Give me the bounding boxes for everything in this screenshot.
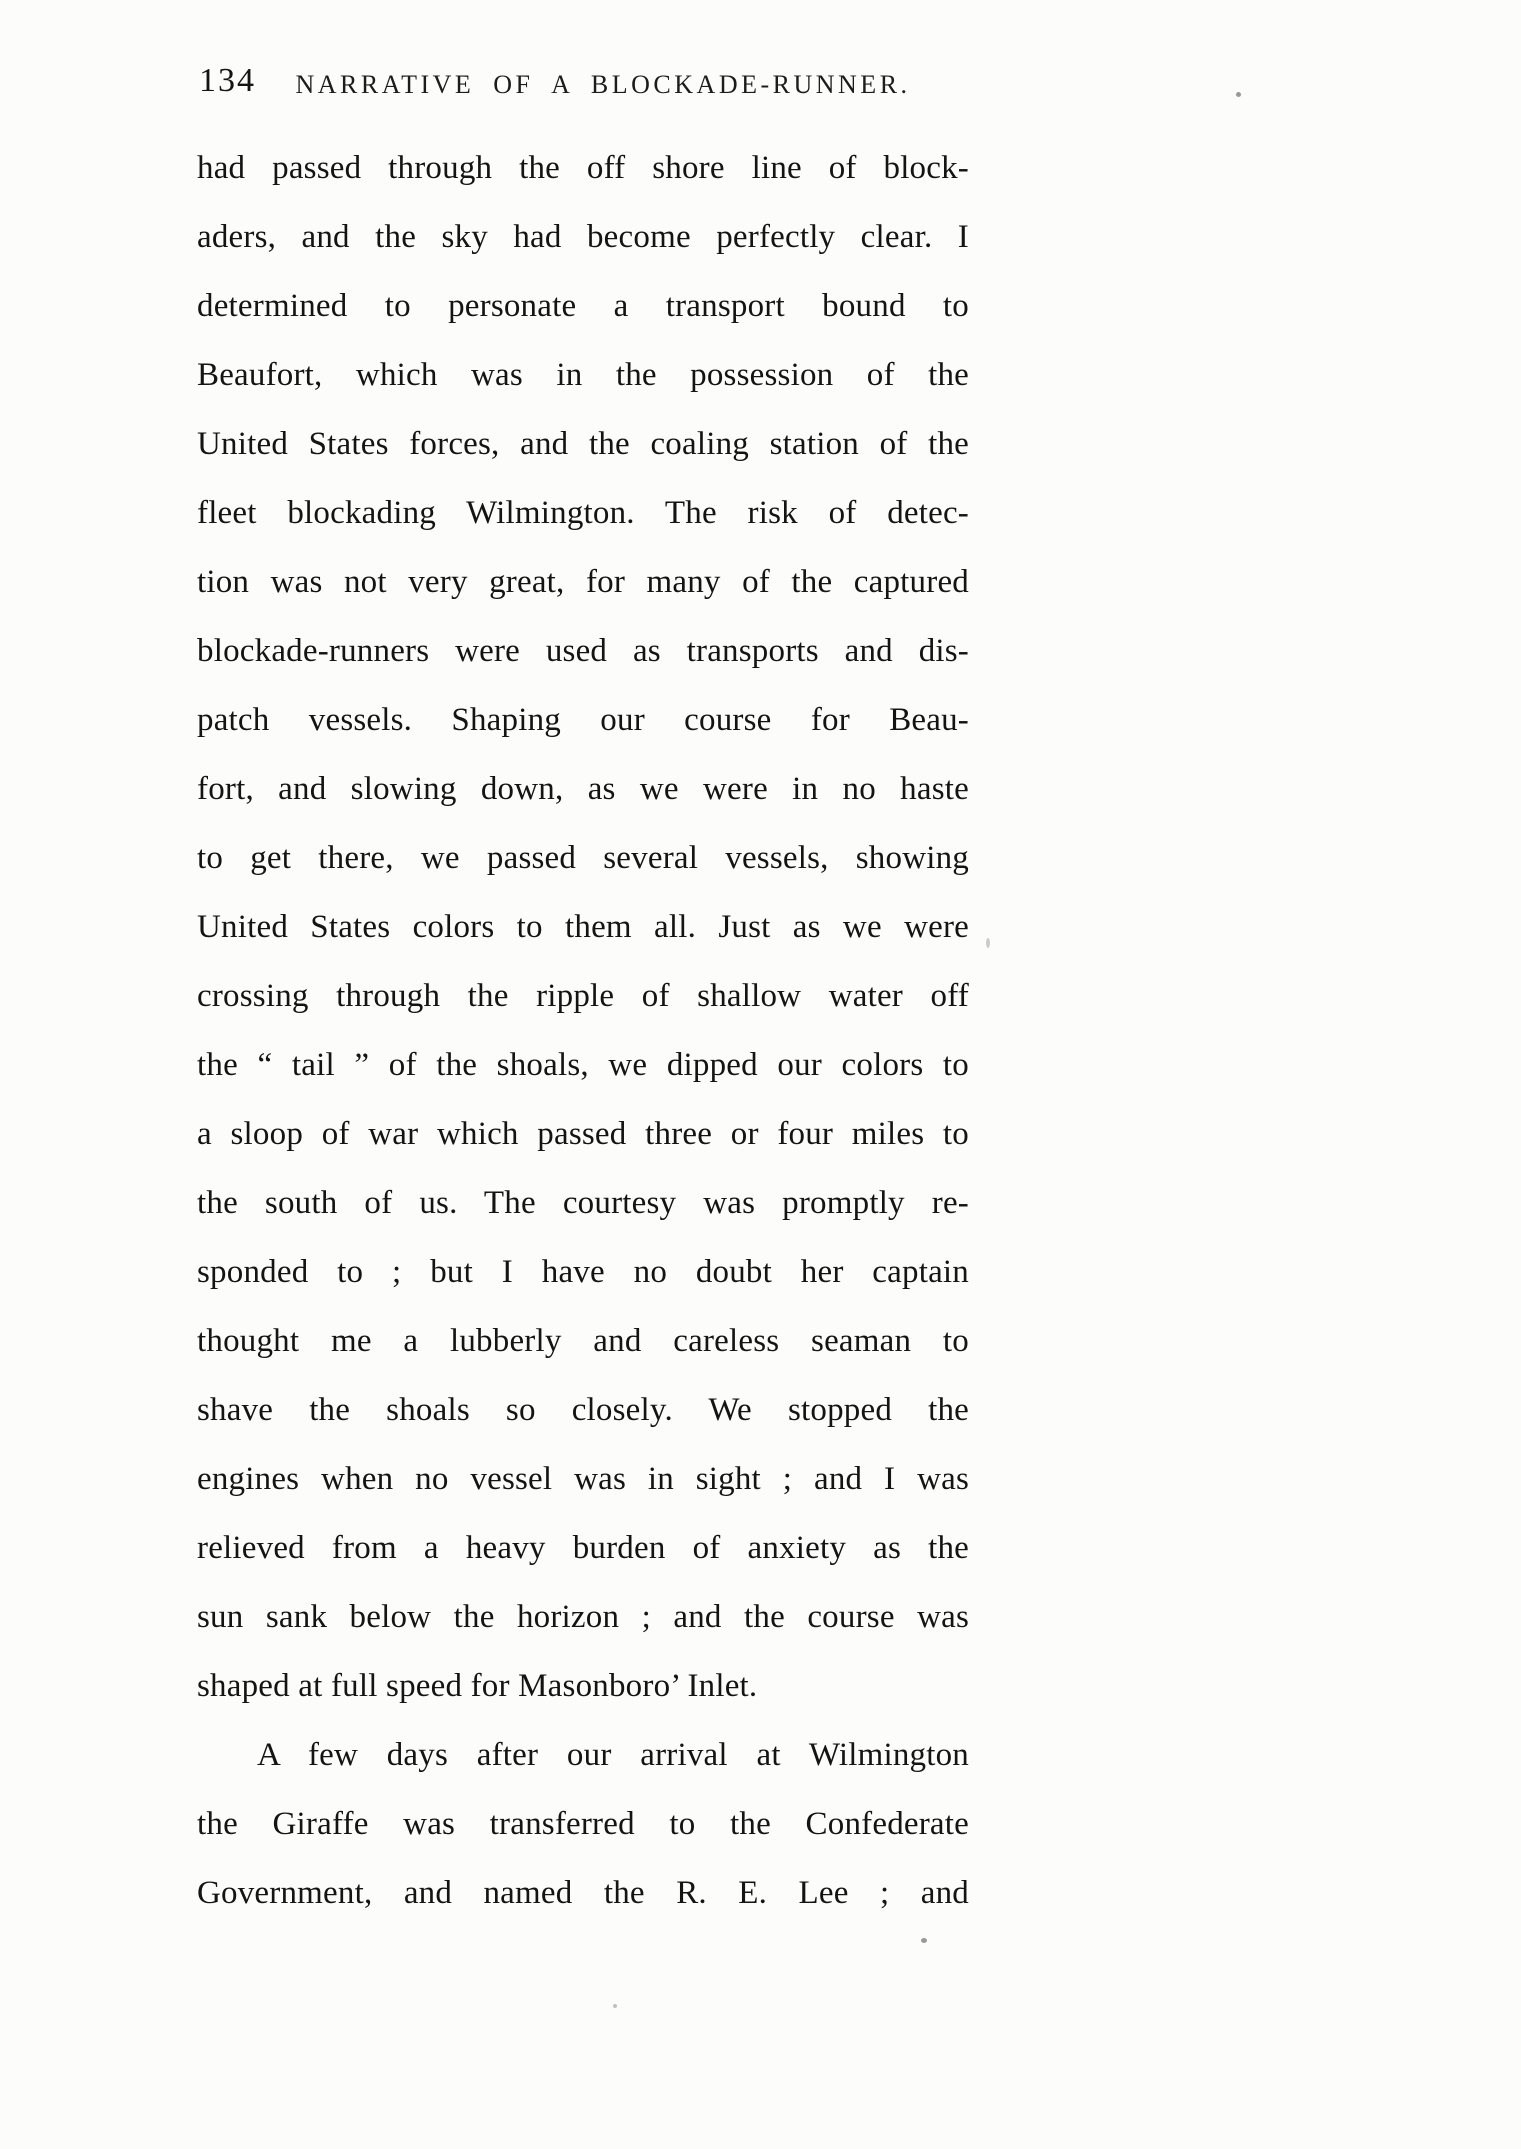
text-line: the Giraffe was transferred to the Confederate [197, 1806, 969, 1842]
text-line: determined to personate a transport bound to [197, 288, 969, 324]
text-line: crossing through the ripple of shallow water off [197, 978, 969, 1014]
text-line: sun sank below the horizon ; and the course was [197, 1599, 969, 1635]
text-line: aders, and the sky had become perfectly clear. I [197, 219, 969, 255]
text-line: Government, and named the R. E. Lee ; and [197, 1875, 969, 1911]
scan-speck [613, 2004, 617, 2008]
text-line: engines when no vessel was in sight ; and I was [197, 1461, 969, 1497]
text-line: shaped at full speed for Masonboro’ Inlet. [197, 1668, 758, 1704]
running-head: NARRATIVE OF A BLOCKADE-RUNNER. [295, 70, 911, 99]
text-line: United States forces, and the coaling station of the [197, 426, 969, 462]
text-line: United States colors to them all. Just as we were [197, 909, 969, 945]
text-line: blockade-runners were used as transports and dis- [197, 633, 969, 669]
text-line: the south of us. The courtesy was promptly re- [197, 1185, 969, 1221]
body-text [197, 134, 969, 1928]
text-line: a sloop of war which passed three or four miles to [197, 1116, 969, 1152]
text-line: tion was not very great, for many of the captured [197, 564, 969, 600]
text-line: Beaufort, which was in the possession of the [197, 357, 969, 393]
scan-speck [986, 938, 990, 948]
page-header [197, 58, 969, 110]
text-line: fort, and slowing down, as we were in no haste [197, 771, 969, 807]
text-line: had passed through the off shore line of block- [197, 150, 969, 186]
book-page [197, 58, 969, 1928]
text-line: thought me a lubberly and careless seaman to [197, 1323, 969, 1359]
text-line: to get there, we passed several vessels, showing [197, 840, 969, 876]
text-line: fleet blockading Wilmington. The risk of detec- [197, 495, 969, 531]
text-line: sponded to ; but I have no doubt her captain [197, 1254, 969, 1290]
paragraph [197, 1721, 969, 1928]
text-line: patch vessels. Shaping our course for Beau- [197, 702, 969, 738]
scan-speck [1236, 92, 1241, 97]
scan-speck [921, 1938, 927, 1943]
paragraph [197, 134, 969, 1721]
text-line: the “ tail ” of the shoals, we dipped our colors to [197, 1047, 969, 1083]
text-line: relieved from a heavy burden of anxiety as the [197, 1530, 969, 1566]
text-line: A few days after our arrival at Wilmington [257, 1737, 969, 1773]
page-number: 134 [199, 62, 256, 99]
text-line: shave the shoals so closely. We stopped the [197, 1392, 969, 1428]
